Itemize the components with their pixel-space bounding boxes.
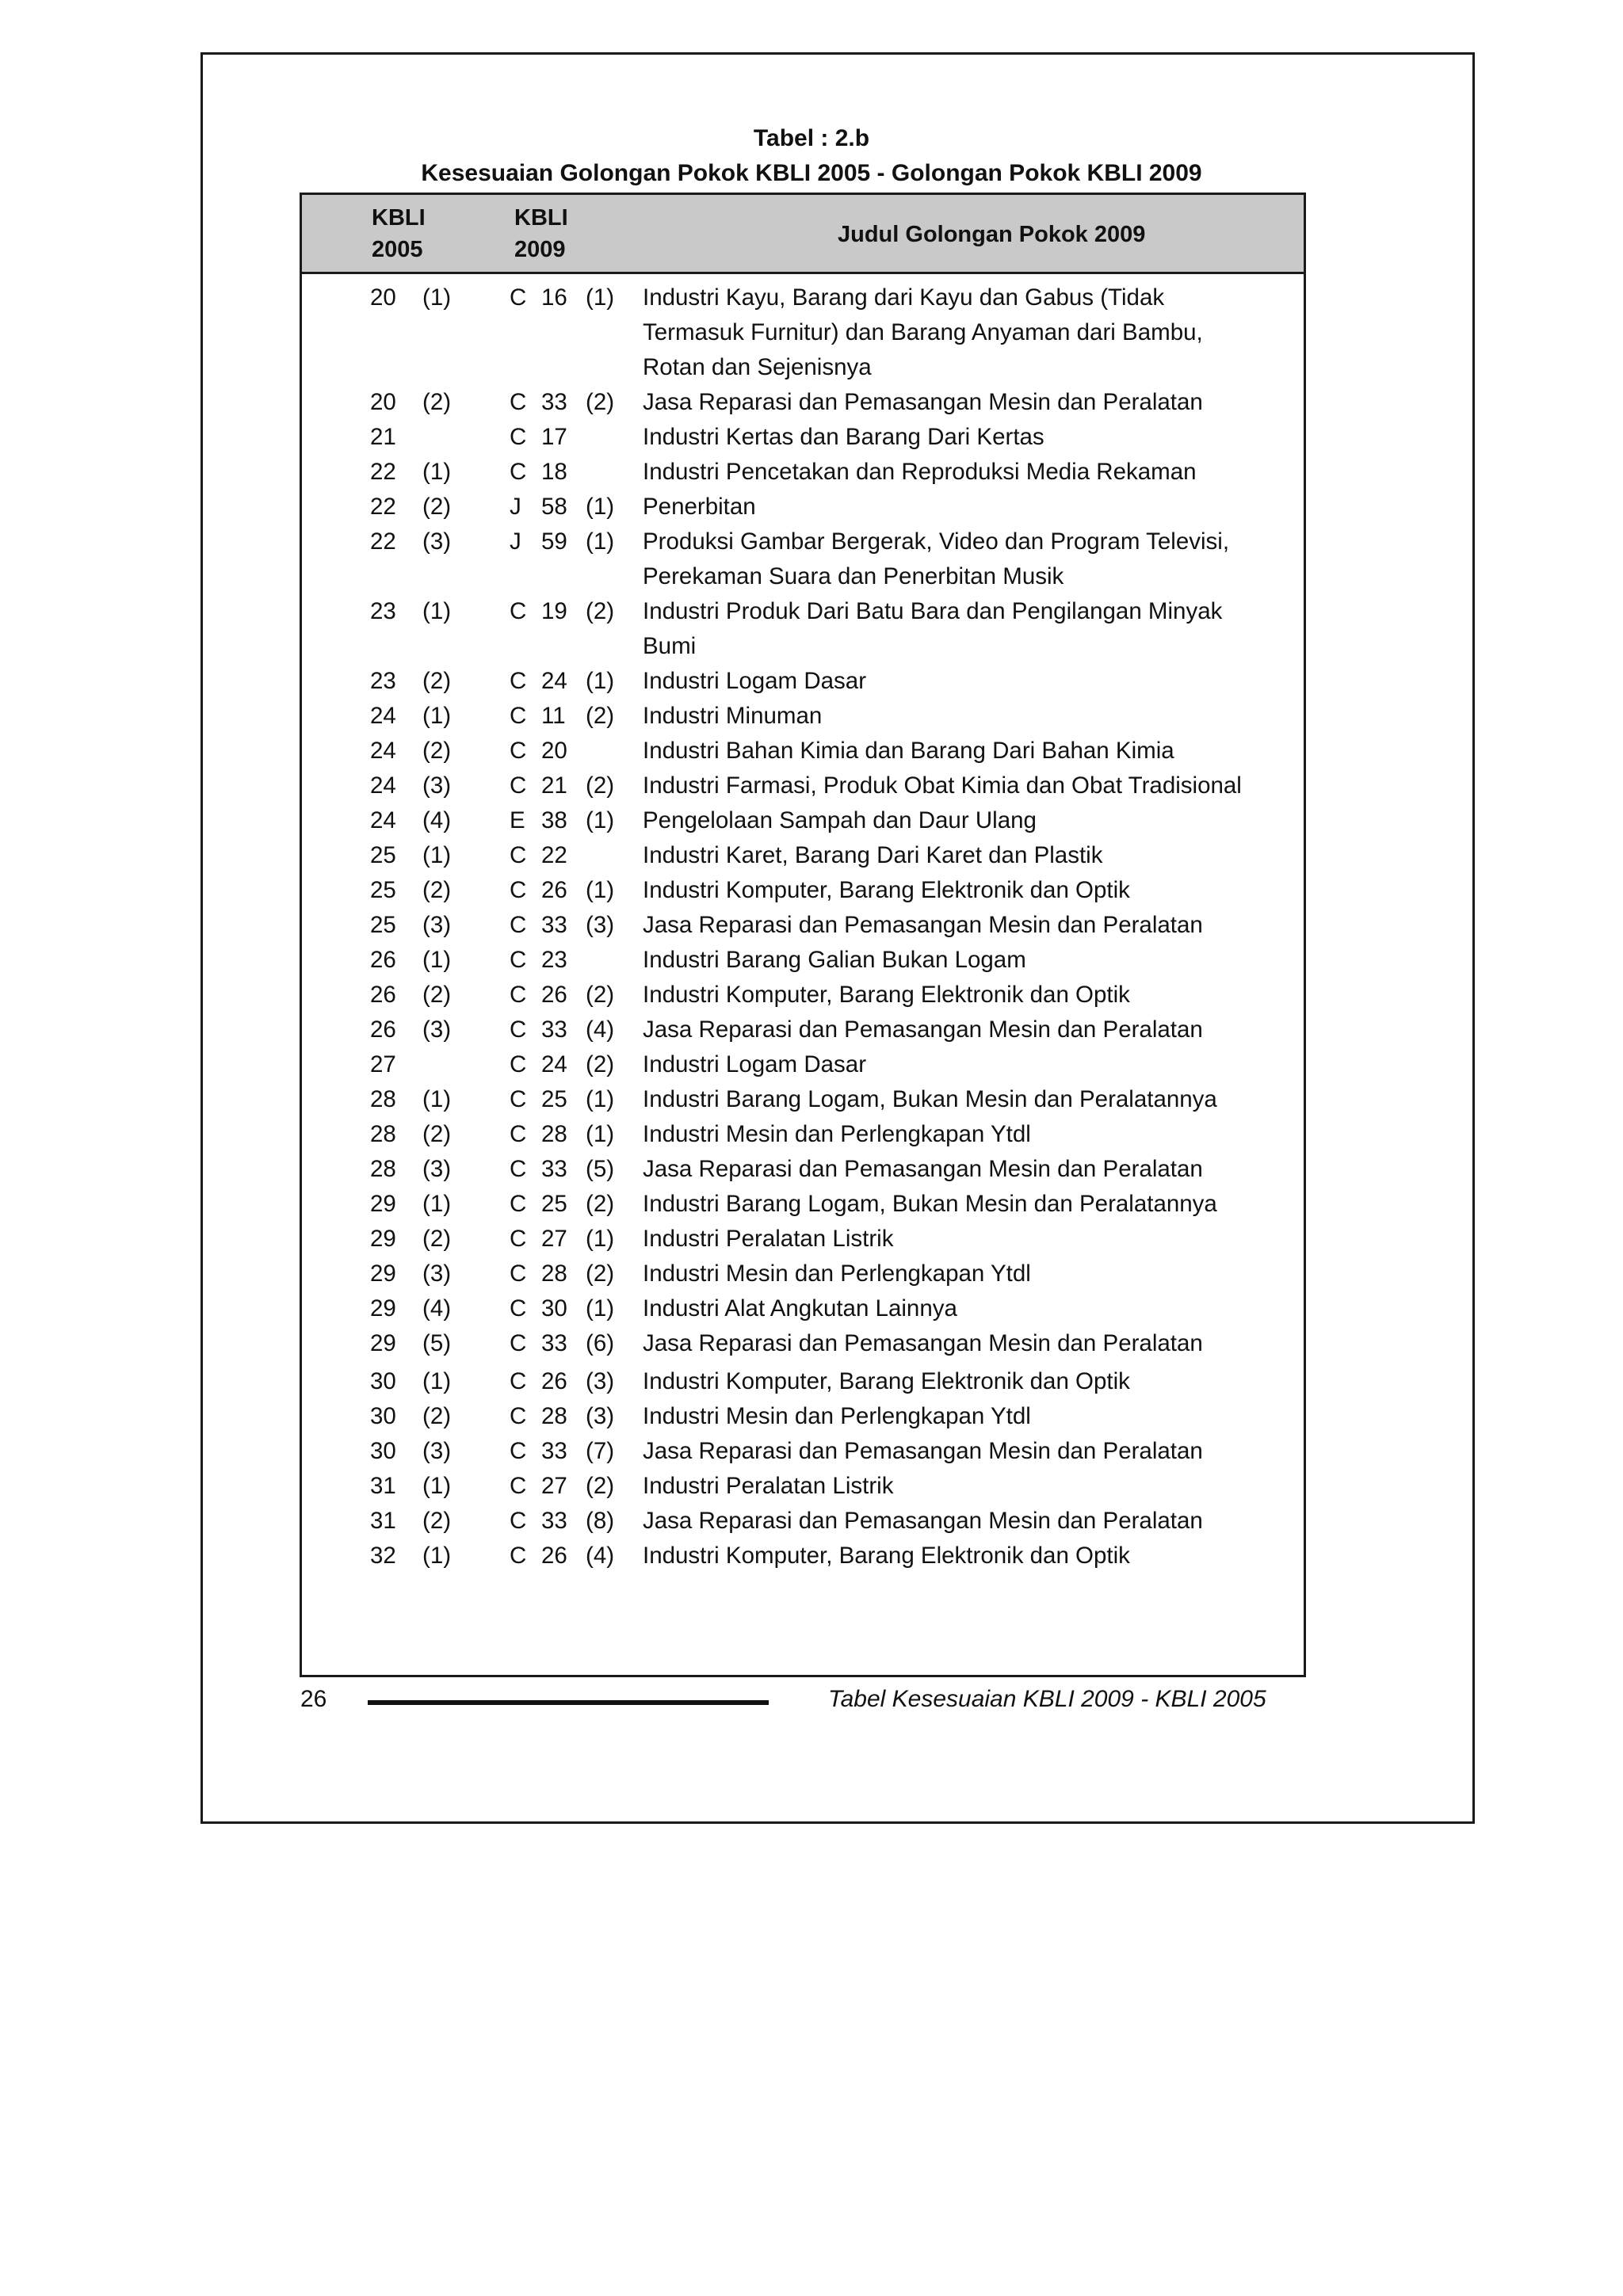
- kbli-2009-code: 27: [541, 1226, 567, 1252]
- section-letter: C: [510, 284, 527, 311]
- kbli-2005-code: 29: [370, 1261, 396, 1287]
- kbli-2009-sub: (2): [586, 1261, 615, 1287]
- kbli-2009-code: 28: [541, 1261, 567, 1287]
- kbli-2005-code: 22: [370, 494, 396, 520]
- kbli-2009-sub: (2): [586, 772, 615, 799]
- kbli-2005-sub: (1): [422, 598, 452, 624]
- kbli-2005-sub: (1): [422, 284, 452, 311]
- golongan-title: Perekaman Suara dan Penerbitan Musik: [643, 563, 1064, 589]
- kbli-2009-code: 26: [541, 1543, 567, 1569]
- golongan-title: Industri Pencetakan dan Reproduksi Media Rekaman: [643, 459, 1197, 485]
- section-letter: C: [510, 703, 527, 729]
- kbli-2009-code: 38: [541, 807, 567, 833]
- section-letter: C: [510, 982, 527, 1008]
- golongan-title: Industri Peralatan Listrik: [643, 1473, 894, 1499]
- kbli-2009-sub: (3): [586, 1403, 615, 1429]
- kbli-2005-code: 26: [370, 947, 396, 973]
- golongan-title: Industri Peralatan Listrik: [643, 1226, 894, 1252]
- kbli-2005-code: 24: [370, 807, 396, 833]
- kbli-2009-sub: (1): [586, 494, 615, 520]
- section-letter: C: [510, 1473, 527, 1499]
- golongan-title: Jasa Reparasi dan Pemasangan Mesin dan Peralatan: [643, 912, 1203, 938]
- golongan-title: Industri Komputer, Barang Elektronik dan Optik: [643, 1543, 1130, 1569]
- section-letter: C: [510, 389, 527, 415]
- kbli-2009-code: 28: [541, 1121, 567, 1147]
- section-letter: C: [510, 1330, 527, 1356]
- table-header: [302, 195, 1304, 274]
- table-subtitle: Kesesuaian Golongan Pokok KBLI 2005 - Golongan Pokok KBLI 2009: [421, 160, 1202, 186]
- kbli-2005-sub: (2): [422, 877, 452, 903]
- kbli-2005-sub: (1): [422, 1368, 452, 1394]
- kbli-2005-sub: (1): [422, 1473, 452, 1499]
- kbli-2005-sub: (2): [422, 668, 452, 694]
- kbli-2005-sub: (3): [422, 528, 452, 555]
- kbli-2009-code: 20: [541, 738, 567, 764]
- kbli-2005-code: 23: [370, 668, 396, 694]
- kbli-2009-sub: (4): [586, 1543, 615, 1569]
- kbli-2009-sub: (2): [586, 982, 615, 1008]
- kbli-2005-code: 25: [370, 877, 396, 903]
- header-kbli-2005-line2: 2005: [372, 237, 423, 262]
- header-kbli-2005-line1: KBLI: [372, 205, 426, 231]
- kbli-2009-sub: (6): [586, 1330, 615, 1356]
- golongan-title: Jasa Reparasi dan Pemasangan Mesin dan Peralatan: [643, 1156, 1203, 1182]
- kbli-2009-sub: (1): [586, 1226, 615, 1252]
- golongan-title: Industri Karet, Barang Dari Karet dan Plastik: [643, 842, 1103, 868]
- kbli-2009-sub: (5): [586, 1156, 615, 1182]
- section-letter: C: [510, 947, 527, 973]
- kbli-2009-code: 16: [541, 284, 567, 311]
- golongan-title: Industri Produk Dari Batu Bara dan Pengilangan Minyak: [643, 598, 1223, 624]
- section-letter: E: [510, 807, 525, 833]
- golongan-title: Industri Logam Dasar: [643, 1051, 867, 1077]
- section-letter: C: [510, 459, 527, 485]
- golongan-title: Penerbitan: [643, 494, 756, 520]
- kbli-2005-sub: (1): [422, 842, 452, 868]
- golongan-title: Industri Mesin dan Perlengkapan Ytdl: [643, 1121, 1031, 1147]
- kbli-2005-code: 22: [370, 459, 396, 485]
- kbli-2005-sub: (2): [422, 1508, 452, 1534]
- kbli-2005-code: 31: [370, 1508, 396, 1534]
- kbli-2009-sub: (7): [586, 1438, 615, 1464]
- golongan-title: Industri Komputer, Barang Elektronik dan Optik: [643, 1368, 1130, 1394]
- kbli-2009-code: 59: [541, 528, 567, 555]
- kbli-2009-code: 58: [541, 494, 567, 520]
- golongan-title: Jasa Reparasi dan Pemasangan Mesin dan Peralatan: [643, 389, 1203, 415]
- kbli-2005-sub: (1): [422, 1191, 452, 1217]
- header-kbli-2009-line2: 2009: [514, 237, 566, 262]
- kbli-2005-sub: (1): [422, 459, 452, 485]
- kbli-2005-sub: (1): [422, 947, 452, 973]
- kbli-2009-sub: (2): [586, 1191, 615, 1217]
- kbli-2009-sub: (4): [586, 1016, 615, 1043]
- footer-rule: [368, 1700, 769, 1705]
- header-judul: Judul Golongan Pokok 2009: [838, 222, 1146, 247]
- kbli-2009-code: 24: [541, 1051, 567, 1077]
- header-kbli-2009-line1: KBLI: [514, 205, 568, 231]
- section-letter: C: [510, 1368, 527, 1394]
- kbli-2009-code: 26: [541, 877, 567, 903]
- kbli-2005-code: 25: [370, 912, 396, 938]
- section-letter: C: [510, 1508, 527, 1534]
- section-letter: C: [510, 1086, 527, 1112]
- section-letter: C: [510, 668, 527, 694]
- kbli-2009-code: 24: [541, 668, 567, 694]
- kbli-2005-sub: (3): [422, 772, 452, 799]
- golongan-title: Industri Barang Galian Bukan Logam: [643, 947, 1026, 973]
- kbli-2005-code: 24: [370, 738, 396, 764]
- kbli-2005-sub: (3): [422, 1156, 452, 1182]
- kbli-2009-sub: (2): [586, 703, 615, 729]
- section-letter: J: [510, 528, 521, 555]
- golongan-title: Industri Minuman: [643, 703, 823, 729]
- kbli-2005-code: 28: [370, 1121, 396, 1147]
- section-letter: C: [510, 1051, 527, 1077]
- kbli-2009-code: 21: [541, 772, 567, 799]
- golongan-title: Pengelolaan Sampah dan Daur Ulang: [643, 807, 1037, 833]
- kbli-2009-code: 17: [541, 424, 567, 450]
- kbli-2005-code: 30: [370, 1403, 396, 1429]
- golongan-title: Industri Mesin dan Perlengkapan Ytdl: [643, 1261, 1031, 1287]
- kbli-2009-sub: (1): [586, 284, 615, 311]
- section-letter: C: [510, 424, 527, 450]
- golongan-title: Industri Kayu, Barang dari Kayu dan Gabus (Tidak: [643, 284, 1165, 311]
- golongan-title: Jasa Reparasi dan Pemasangan Mesin dan Peralatan: [643, 1438, 1203, 1464]
- kbli-2005-sub: (2): [422, 1121, 452, 1147]
- golongan-title: Industri Mesin dan Perlengkapan Ytdl: [643, 1403, 1031, 1429]
- header-kbli-2005: [372, 202, 426, 265]
- golongan-title: Industri Komputer, Barang Elektronik dan Optik: [643, 982, 1130, 1008]
- golongan-title: Jasa Reparasi dan Pemasangan Mesin dan Peralatan: [643, 1330, 1203, 1356]
- kbli-2009-code: 33: [541, 1156, 567, 1182]
- golongan-title: Produksi Gambar Bergerak, Video dan Program Televisi,: [643, 528, 1230, 555]
- kbli-2005-sub: (3): [422, 1261, 452, 1287]
- kbli-2005-sub: (2): [422, 1403, 452, 1429]
- section-letter: C: [510, 1121, 527, 1147]
- kbli-2005-sub: (3): [422, 1438, 452, 1464]
- kbli-2009-sub: (1): [586, 1295, 615, 1322]
- kbli-2005-sub: (3): [422, 912, 452, 938]
- kbli-2005-sub: (1): [422, 1086, 452, 1112]
- kbli-2009-sub: (3): [586, 1368, 615, 1394]
- kbli-2009-code: 25: [541, 1191, 567, 1217]
- kbli-2005-code: 28: [370, 1086, 396, 1112]
- kbli-2009-code: 25: [541, 1086, 567, 1112]
- kbli-2005-code: 29: [370, 1330, 396, 1356]
- page-number: 26: [300, 1686, 327, 1712]
- kbli-2005-code: 30: [370, 1438, 396, 1464]
- golongan-title: Industri Alat Angkutan Lainnya: [643, 1295, 957, 1322]
- kbli-2009-sub: (1): [586, 807, 615, 833]
- kbli-2005-code: 24: [370, 703, 396, 729]
- section-letter: C: [510, 912, 527, 938]
- kbli-2005-code: 29: [370, 1295, 396, 1322]
- kbli-2005-code: 24: [370, 772, 396, 799]
- kbli-2005-sub: (5): [422, 1330, 452, 1356]
- kbli-2009-code: 33: [541, 1438, 567, 1464]
- golongan-title: Industri Logam Dasar: [643, 668, 867, 694]
- kbli-2005-sub: (4): [422, 1295, 452, 1322]
- section-letter: C: [510, 772, 527, 799]
- kbli-2005-sub: (2): [422, 1226, 452, 1252]
- kbli-2005-code: 28: [370, 1156, 396, 1182]
- golongan-title: Industri Kertas dan Barang Dari Kertas: [643, 424, 1044, 450]
- kbli-2005-code: 20: [370, 284, 396, 311]
- running-title: Tabel Kesesuaian KBLI 2009 - KBLI 2005: [828, 1686, 1266, 1712]
- kbli-2005-code: 31: [370, 1473, 396, 1499]
- kbli-2009-sub: (2): [586, 1473, 615, 1499]
- section-letter: C: [510, 1295, 527, 1322]
- kbli-2009-code: 26: [541, 982, 567, 1008]
- kbli-2005-sub: (3): [422, 1016, 452, 1043]
- golongan-title: Jasa Reparasi dan Pemasangan Mesin dan Peralatan: [643, 1508, 1203, 1534]
- kbli-2005-sub: (2): [422, 494, 452, 520]
- golongan-title: Jasa Reparasi dan Pemasangan Mesin dan Peralatan: [643, 1016, 1203, 1043]
- kbli-2005-sub: (2): [422, 738, 452, 764]
- kbli-2005-sub: (1): [422, 703, 452, 729]
- kbli-2009-code: 33: [541, 912, 567, 938]
- kbli-2005-code: 26: [370, 982, 396, 1008]
- section-letter: C: [510, 842, 527, 868]
- section-letter: C: [510, 1226, 527, 1252]
- kbli-2005-code: 20: [370, 389, 396, 415]
- kbli-2005-sub: (4): [422, 807, 452, 833]
- golongan-title: Termasuk Furnitur) dan Barang Anyaman dari Bambu,: [643, 319, 1203, 345]
- kbli-2009-code: 22: [541, 842, 567, 868]
- kbli-2009-code: 30: [541, 1295, 567, 1322]
- kbli-2005-sub: (1): [422, 1543, 452, 1569]
- golongan-title: Industri Barang Logam, Bukan Mesin dan Peralatannya: [643, 1086, 1217, 1112]
- correspondence-table: [300, 193, 1306, 1677]
- section-letter: C: [510, 1156, 527, 1182]
- section-letter: J: [510, 494, 521, 520]
- golongan-title: Industri Bahan Kimia dan Barang Dari Bahan Kimia: [643, 738, 1174, 764]
- kbli-2005-sub: (2): [422, 389, 452, 415]
- section-letter: C: [510, 1438, 527, 1464]
- kbli-2009-code: 19: [541, 598, 567, 624]
- kbli-2009-sub: (3): [586, 912, 615, 938]
- kbli-2005-code: 25: [370, 842, 396, 868]
- kbli-2005-code: 26: [370, 1016, 396, 1043]
- table-title: Tabel : 2.b: [753, 125, 870, 151]
- kbli-2009-sub: (1): [586, 668, 615, 694]
- section-letter: C: [510, 1403, 527, 1429]
- kbli-2009-sub: (1): [586, 877, 615, 903]
- section-letter: C: [510, 1543, 527, 1569]
- kbli-2005-code: 22: [370, 528, 396, 555]
- kbli-2009-code: 33: [541, 1330, 567, 1356]
- header-kbli-2009: [514, 202, 568, 265]
- kbli-2005-code: 23: [370, 598, 396, 624]
- kbli-2005-code: 32: [370, 1543, 396, 1569]
- golongan-title: Rotan dan Sejenisnya: [643, 354, 872, 380]
- golongan-title: Bumi: [643, 633, 697, 659]
- kbli-2009-sub: (1): [586, 1086, 615, 1112]
- kbli-2005-code: 27: [370, 1051, 396, 1077]
- kbli-2009-code: 23: [541, 947, 567, 973]
- kbli-2009-code: 27: [541, 1473, 567, 1499]
- kbli-2005-code: 30: [370, 1368, 396, 1394]
- kbli-2009-sub: (2): [586, 1051, 615, 1077]
- kbli-2009-sub: (1): [586, 528, 615, 555]
- golongan-title: Industri Komputer, Barang Elektronik dan Optik: [643, 877, 1130, 903]
- kbli-2005-code: 29: [370, 1226, 396, 1252]
- kbli-2009-sub: (2): [586, 598, 615, 624]
- section-letter: C: [510, 877, 527, 903]
- golongan-title: Industri Barang Logam, Bukan Mesin dan Peralatannya: [643, 1191, 1217, 1217]
- golongan-title: Industri Farmasi, Produk Obat Kimia dan Obat Tradisional: [643, 772, 1242, 799]
- kbli-2009-sub: (2): [586, 389, 615, 415]
- kbli-2009-code: 11: [541, 703, 566, 729]
- kbli-2009-code: 28: [541, 1403, 567, 1429]
- section-letter: C: [510, 1191, 527, 1217]
- section-letter: C: [510, 738, 527, 764]
- section-letter: C: [510, 1261, 527, 1287]
- kbli-2009-sub: (1): [586, 1121, 615, 1147]
- kbli-2009-sub: (8): [586, 1508, 615, 1534]
- section-letter: C: [510, 598, 527, 624]
- kbli-2009-code: 26: [541, 1368, 567, 1394]
- kbli-2005-code: 29: [370, 1191, 396, 1217]
- kbli-2005-code: 21: [370, 424, 396, 450]
- section-letter: C: [510, 1016, 527, 1043]
- kbli-2005-sub: (2): [422, 982, 452, 1008]
- kbli-2009-code: 33: [541, 1016, 567, 1043]
- kbli-2009-code: 33: [541, 1508, 567, 1534]
- kbli-2009-code: 33: [541, 389, 567, 415]
- kbli-2009-code: 18: [541, 459, 567, 485]
